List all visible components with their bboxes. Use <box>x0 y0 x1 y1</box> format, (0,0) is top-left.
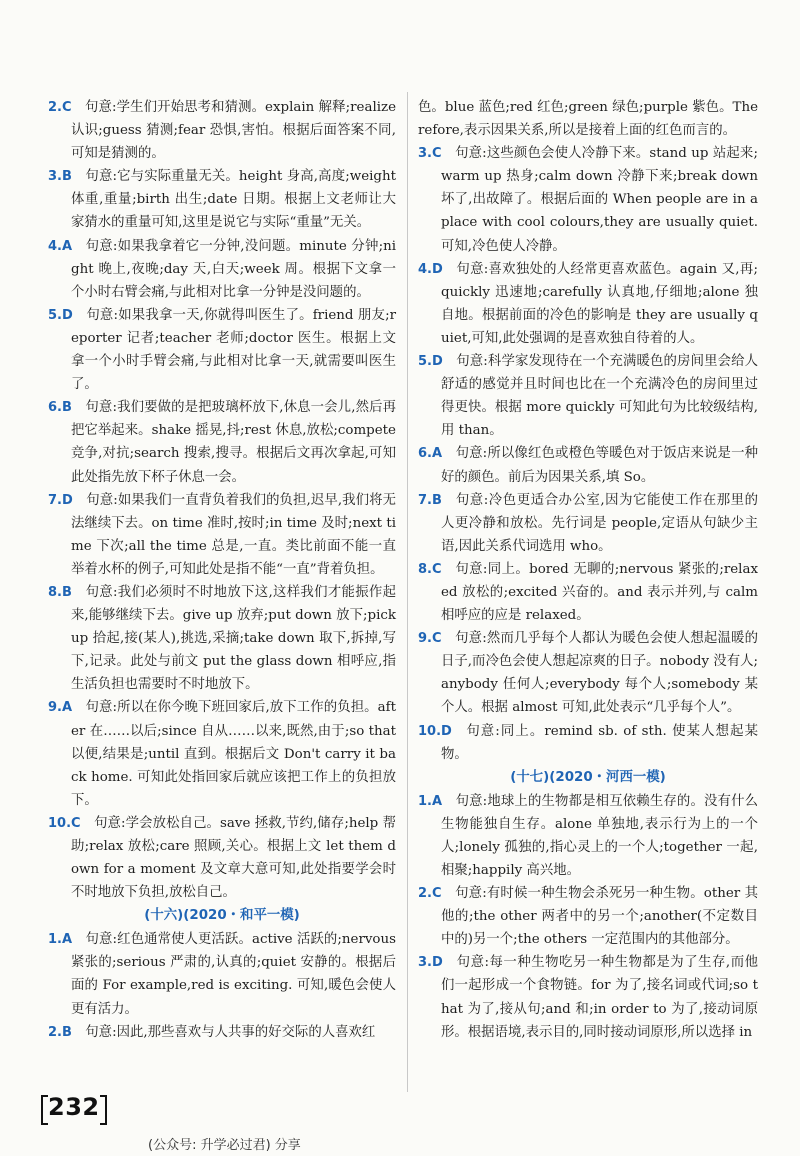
right-column <box>418 96 758 1044</box>
answer-text: 句意:同上。remind sb. of sth. 使某人想起某物。 <box>441 723 758 762</box>
section-title: (十六)(2020・和平一模) <box>144 908 300 924</box>
answer-entry <box>418 350 758 442</box>
answer-entry <box>48 396 396 488</box>
answer-entry <box>418 558 758 627</box>
answer-text: 句意:如果我们一直背负着我们的负担,迟早,我们将无法继续下去。on time 准时,按时;in time 及时;next time 下次;all the time 总是,一直。类比前面不能一直举着水杯的例子,可知此处是指不能“一直”背着负担。 <box>71 492 396 577</box>
answer-text: 句意:学会放松自己。save 拯救,节约,储存;help 帮助;relax 放松;care 照顾,关心。根据上文 let them down for a moment 及文章大意可知,此处指要学会时不时地放下负担,放松自己。 <box>71 815 396 901</box>
question-number: 4.A <box>48 238 73 254</box>
answer-entry <box>418 489 758 558</box>
question-number: 1.A <box>48 932 73 948</box>
left-column <box>48 96 396 1044</box>
answer-entry <box>48 581 396 696</box>
question-number: 9.A <box>48 700 73 716</box>
answer-text: 句意:我们要做的是把玻璃杯放下,休息一会儿,然后再把它举起来。shake 摇晃,抖;rest 休息,放松;compete 竞争,对抗;search 搜索,搜寻。根据后文再次拿起,可知此处指先放下杯子休息一会。 <box>71 400 396 485</box>
answer-entry <box>48 928 396 1020</box>
question-number: 8.B <box>48 584 72 600</box>
answer-entry <box>418 790 758 882</box>
answer-entry <box>418 951 758 1043</box>
answer-text: 句意:所以像红色或橙色等暖色对于饭店来说是一种好的颜色。前后为因果关系,填 So。 <box>441 446 758 485</box>
question-number: 10.D <box>418 723 452 739</box>
answer-entry <box>418 720 758 766</box>
answer-text: 句意:每一种生物吃另一种生物都是为了生存,而他们一起形成一个食物链。for 为了,接名词或代词;so that 为了,接从句;and 和;in order to 为了,接动词原形。根据语境,表示目的,同时接动词原形,所以选择 in <box>441 955 758 1040</box>
answer-entry <box>418 258 758 350</box>
question-number: 7.B <box>418 492 442 508</box>
section-title: (十七)(2020・河西一模) <box>510 769 666 785</box>
answer-entry <box>48 812 396 904</box>
page-number: 232 <box>44 1093 104 1121</box>
answer-entry <box>418 442 758 488</box>
answer-entry <box>418 142 758 257</box>
answer-text: 句意:这些颜色会使人冷静下来。stand up 站起来;warm up 热身;calm down 冷静下来;break down 坏了,出故障了。根据后面的 When people are in a place with cool colours,they are usually quiet. 可知,冷色使人冷静。 <box>441 146 758 254</box>
answer-text: 句意:地球上的生物都是相互依赖生存的。没有什么生物能独自生存。alone 单独地,表示行为上的一个人;lonely 孤独的,指心灵上的一个人;together 一起,相聚;happily 高兴地。 <box>441 793 758 878</box>
question-number: 7.D <box>48 492 73 508</box>
question-number: 3.C <box>418 146 442 162</box>
question-number: 3.D <box>418 955 443 971</box>
answer-entry <box>48 235 396 304</box>
question-number: 3.B <box>48 169 72 185</box>
question-number: 2.B <box>48 1024 72 1040</box>
footer-note: (公众号: 升学必过君) 分享 <box>148 1138 301 1153</box>
answer-text: 句意:冷色更适合办公室,因为它能使工作在那里的人更冷静和放松。先行词是 people,定语从句缺少主语,因此关系代词选用 who。 <box>441 492 758 554</box>
answer-entry <box>48 696 396 811</box>
question-number: 5.D <box>418 354 443 370</box>
question-number: 5.D <box>48 307 73 323</box>
answer-text: 句意:学生们开始思考和猜测。explain 解释;realize 认识;guess 猜测;fear 恐惧,害怕。根据后面答案不同,可知是猜测的。 <box>71 100 396 162</box>
answer-entry <box>48 489 396 581</box>
question-number: 4.D <box>418 261 443 277</box>
answer-entry <box>48 165 396 234</box>
answer-text: 句意:我们必须时不时地放下这,这样我们才能振作起来,能够继续下去。give up 放弃;put down 放下;pick up 拾起,接(某人),挑选,采摘;take down 取下,拆掉,写下,记录。此处与前文 put the glass down 相呼应,指生活负担也需要时不时地放下。 <box>71 584 396 693</box>
answer-entry <box>418 627 758 719</box>
answer-text: 句意:红色通常使人更活跃。active 活跃的;nervous 紧张的;serious 严肃的,认真的;quiet 安静的。根据后面的 For example,red is exciting. 可知,暖色会使人更有活力。 <box>71 932 396 1017</box>
answer-entry <box>48 304 396 396</box>
answer-text: 句意:有时候一种生物会杀死另一种生物。other 其他的;the other 两者中的另一个;another(不定数目中的)另一个;the others 一定范围内的其他部分。 <box>441 886 758 948</box>
question-number: 10.C <box>48 815 81 831</box>
answer-text: 句意:喜欢独处的人经常更喜欢蓝色。again 又,再;quickly 迅速地;carefully 认真地,仔细地;alone 独自地。根据前面的冷色的影响是 they are usually quiet,可知,此处强调的是喜欢独自待着的人。 <box>441 261 758 346</box>
question-number: 8.C <box>418 561 442 577</box>
answer-text: 句意:所以在你今晚下班回家后,放下工作的负担。after 在……以后;since 自从……以来,既然,由于;so that 以便,结果是;until 直到。根据后文 Don't carry it back home. 可知此处指回家后就应该把工作上的负担放下。 <box>71 700 396 808</box>
answer-continuation <box>418 96 758 142</box>
answer-text: 句意:然而几乎每个人都认为暖色会使人想起温暖的日子,而冷色会使人想起凉爽的日子。nobody 没有人;anybody 任何人;everybody 每个人;somebody 某个人。根据 almost 可知,此处表示“几乎每个人”。 <box>441 631 758 716</box>
question-number: 6.A <box>418 446 443 462</box>
answer-entry <box>418 882 758 951</box>
answer-text: 句意:因此,那些喜欢与人共事的好交际的人喜欢红 <box>85 1024 376 1040</box>
question-number: 1.A <box>418 793 443 809</box>
answer-text: 句意:科学家发现待在一个充满暖色的房间里会给人舒适的感觉并且时间也比在一个充满冷色的房间里过得更快。根据 more quickly 可知此句为比较级结构,用 than。 <box>441 354 758 439</box>
answer-text: 句意:它与实际重量无关。height 身高,高度;weight 体重,重量;birth 出生;date 日期。根据上文老师让大家猜水的重量可知,这里是说它与实际“重量”无关。 <box>71 169 396 231</box>
answer-text: 句意:同上。bored 无聊的;nervous 紧张的;relaxed 放松的;excited 兴奋的。and 表示并列,与 calm 相呼应的应是 relaxed。 <box>441 561 758 624</box>
answer-entry <box>48 96 396 165</box>
question-number: 9.C <box>418 631 442 647</box>
question-number: 6.B <box>48 400 72 416</box>
question-number: 2.C <box>48 100 72 115</box>
answer-text: 句意:如果我拿着它一分钟,没问题。minute 分钟;night 晚上,夜晚;day 天,白天;week 周。根据下文拿一个小时右臂会痛,与此相对比拿一分钟是没问题的。 <box>71 238 396 300</box>
answer-entry <box>48 1021 396 1044</box>
question-number: 2.C <box>418 886 442 902</box>
answer-text: 色。blue 蓝色;red 红色;green 绿色;purple 紫色。Therefore,表示因果关系,所以是接着上面的红色而言的。 <box>418 100 758 139</box>
answer-text: 句意:如果我拿一天,你就得叫医生了。friend 朋友;reporter 记者;teacher 老师;doctor 医生。根据上文拿一个小时手臂会痛,与此相对比拿一天,就需要叫医生了。 <box>71 307 396 393</box>
column-divider <box>407 92 408 1092</box>
